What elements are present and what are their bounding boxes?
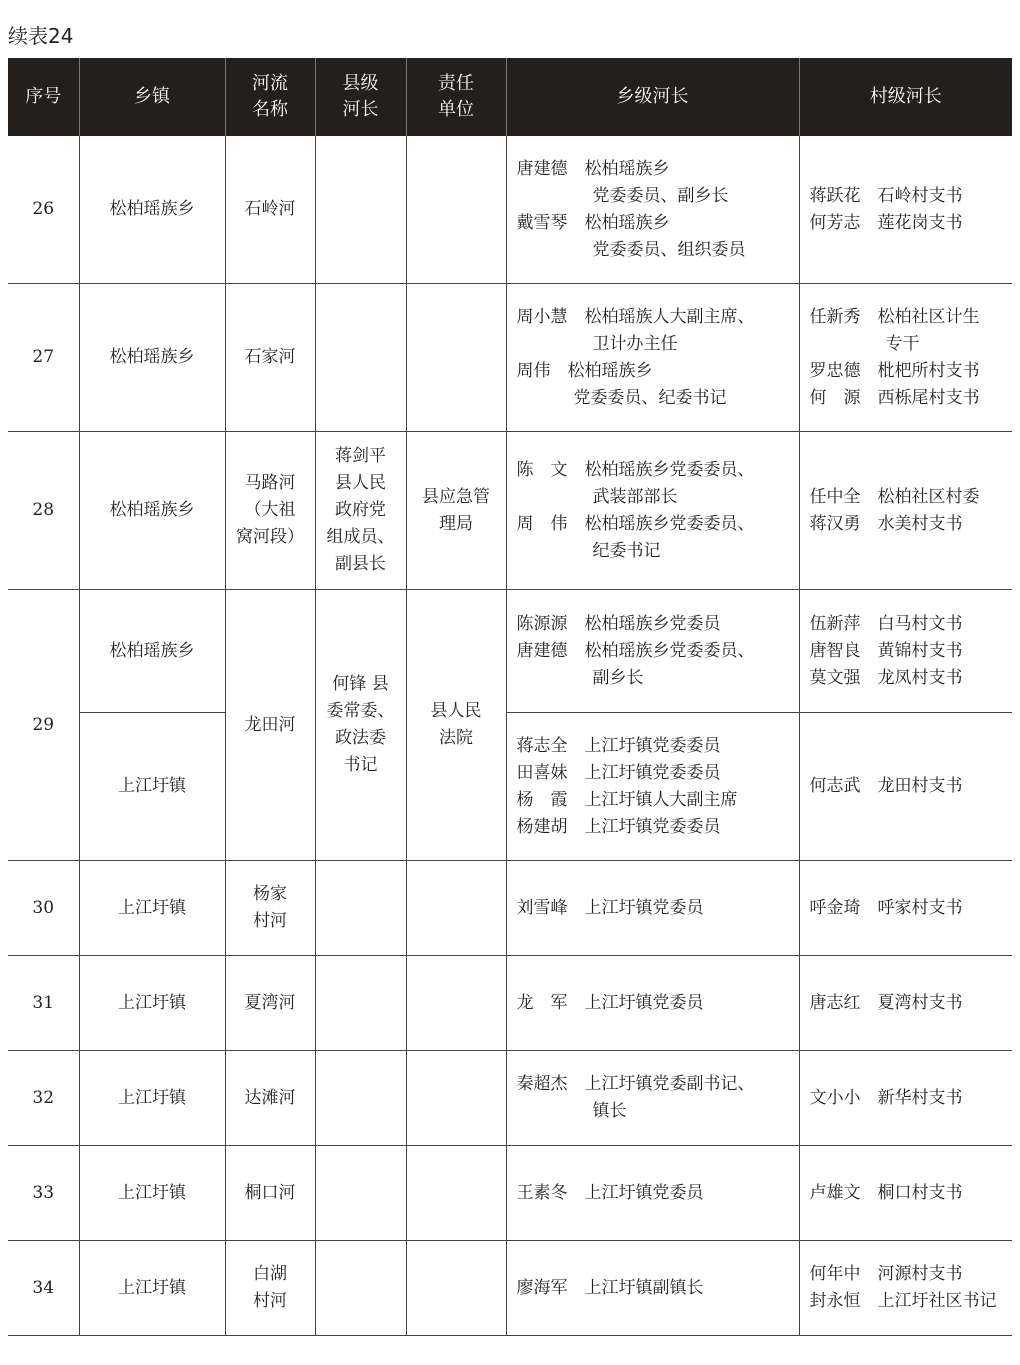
cell-town-chief: 蒋志全 上江圩镇党委委员 田喜妹 上江圩镇党委委员 杨 霞 上江圩镇人大副主席 杨建胡 上江圩镇党委委员 (506, 713, 799, 861)
cell-unit (406, 136, 506, 284)
cell-seq: 29 (8, 590, 79, 861)
cell-seq: 33 (8, 1146, 79, 1241)
cell-county-chief (315, 136, 406, 284)
header-responsible-unit: 责任 单位 (406, 58, 506, 136)
cell-river: 桐口河 (225, 1146, 315, 1241)
cell-river: 石岭河 (225, 136, 315, 284)
river-chief-table (8, 58, 1012, 1336)
cell-unit (406, 284, 506, 432)
cell-township: 松柏瑶族乡 (79, 432, 225, 590)
cell-seq: 32 (8, 1051, 79, 1146)
cell-river: 马路河 （大祖 窝河段） (225, 432, 315, 590)
cell-unit (406, 1146, 506, 1241)
cell-village-chief: 任新秀 松柏社区计生 专干 罗忠德 枇杷所村支书 何 源 西栎尾村支书 (799, 284, 1012, 432)
cell-town-chief: 刘雪峰 上江圩镇党委员 (506, 861, 799, 956)
cell-river: 夏湾河 (225, 956, 315, 1051)
cell-county-chief (315, 861, 406, 956)
cell-village-chief: 蒋跃花 石岭村支书 何芳志 莲花岗支书 (799, 136, 1012, 284)
header-town-chief: 乡级河长 (506, 58, 799, 136)
table-row (8, 1146, 1012, 1241)
cell-river: 杨家 村河 (225, 861, 315, 956)
cell-county-chief (315, 1146, 406, 1241)
cell-township: 上江圩镇 (79, 956, 225, 1051)
table-row (8, 1241, 1012, 1336)
cell-town-chief: 陈源源 松柏瑶族乡党委员 唐建德 松柏瑶族乡党委委员、 副乡长 (506, 590, 799, 713)
cell-village-chief: 何志武 龙田村支书 (799, 713, 1012, 861)
cell-township: 上江圩镇 (79, 713, 225, 861)
cell-river: 龙田河 (225, 590, 315, 861)
cell-township: 上江圩镇 (79, 1146, 225, 1241)
cell-village-chief: 任中全 松柏社区村委 蒋汉勇 水美村支书 (799, 432, 1012, 590)
header-village-chief: 村级河长 (799, 58, 1012, 136)
header-county-chief: 县级 河长 (315, 58, 406, 136)
table-title: 续表24 (8, 24, 74, 48)
cell-town-chief: 唐建德 松柏瑶族乡 党委委员、副乡长 戴雪琴 松柏瑶族乡 党委委员、组织委员 (506, 136, 799, 284)
cell-town-chief: 秦超杰 上江圩镇党委副书记、 镇长 (506, 1051, 799, 1146)
cell-unit (406, 956, 506, 1051)
header-river-name: 河流 名称 (225, 58, 315, 136)
table-row (8, 136, 1012, 284)
cell-town-chief: 陈 文 松柏瑶族乡党委委员、 武装部部长 周 伟 松柏瑶族乡党委委员、 纪委书记 (506, 432, 799, 590)
cell-seq: 28 (8, 432, 79, 590)
table-row (8, 1051, 1012, 1146)
cell-seq: 31 (8, 956, 79, 1051)
cell-township: 松柏瑶族乡 (79, 136, 225, 284)
header-township: 乡镇 (79, 58, 225, 136)
cell-river: 达滩河 (225, 1051, 315, 1146)
cell-township: 上江圩镇 (79, 861, 225, 956)
cell-river: 石家河 (225, 284, 315, 432)
table-row (8, 590, 1012, 713)
cell-county-chief: 蒋剑平 县人民 政府党 组成员、 副县长 (315, 432, 406, 590)
cell-town-chief: 龙 军 上江圩镇党委员 (506, 956, 799, 1051)
cell-town-chief: 廖海军 上江圩镇副镇长 (506, 1241, 799, 1336)
cell-town-chief: 王素冬 上江圩镇党委员 (506, 1146, 799, 1241)
cell-seq: 34 (8, 1241, 79, 1336)
table-row (8, 284, 1012, 432)
cell-village-chief: 文小小 新华村支书 (799, 1051, 1012, 1146)
table-row (8, 861, 1012, 956)
cell-county-chief (315, 1051, 406, 1146)
cell-seq: 27 (8, 284, 79, 432)
cell-county-chief (315, 1241, 406, 1336)
cell-unit (406, 1241, 506, 1336)
table-row (8, 713, 1012, 861)
cell-township: 上江圩镇 (79, 1051, 225, 1146)
cell-county-chief: 何锋 县 委常委、 政法委 书记 (315, 590, 406, 861)
cell-county-chief (315, 284, 406, 432)
cell-seq: 26 (8, 136, 79, 284)
cell-unit: 县应急管 理局 (406, 432, 506, 590)
cell-village-chief: 呼金琦 呼家村支书 (799, 861, 1012, 956)
table-row (8, 432, 1012, 590)
cell-county-chief (315, 956, 406, 1051)
cell-town-chief: 周小慧 松柏瑶族人大副主席、 卫计办主任 周伟 松柏瑶族乡 党委委员、纪委书记 (506, 284, 799, 432)
table-header-row (8, 58, 1012, 136)
cell-river: 白湖 村河 (225, 1241, 315, 1336)
header-seq: 序号 (8, 58, 79, 136)
cell-seq: 30 (8, 861, 79, 956)
cell-village-chief: 何年中 河源村支书 封永恒 上江圩社区书记 (799, 1241, 1012, 1336)
cell-unit (406, 1051, 506, 1146)
cell-unit (406, 861, 506, 956)
cell-unit: 县人民 法院 (406, 590, 506, 861)
cell-township: 上江圩镇 (79, 1241, 225, 1336)
cell-village-chief: 唐志红 夏湾村支书 (799, 956, 1012, 1051)
table-row (8, 956, 1012, 1051)
cell-township: 松柏瑶族乡 (79, 284, 225, 432)
cell-township: 松柏瑶族乡 (79, 590, 225, 713)
cell-village-chief: 伍新萍 白马村文书 唐智良 黄锦村支书 莫文强 龙凤村支书 (799, 590, 1012, 713)
cell-village-chief: 卢雄文 桐口村支书 (799, 1146, 1012, 1241)
